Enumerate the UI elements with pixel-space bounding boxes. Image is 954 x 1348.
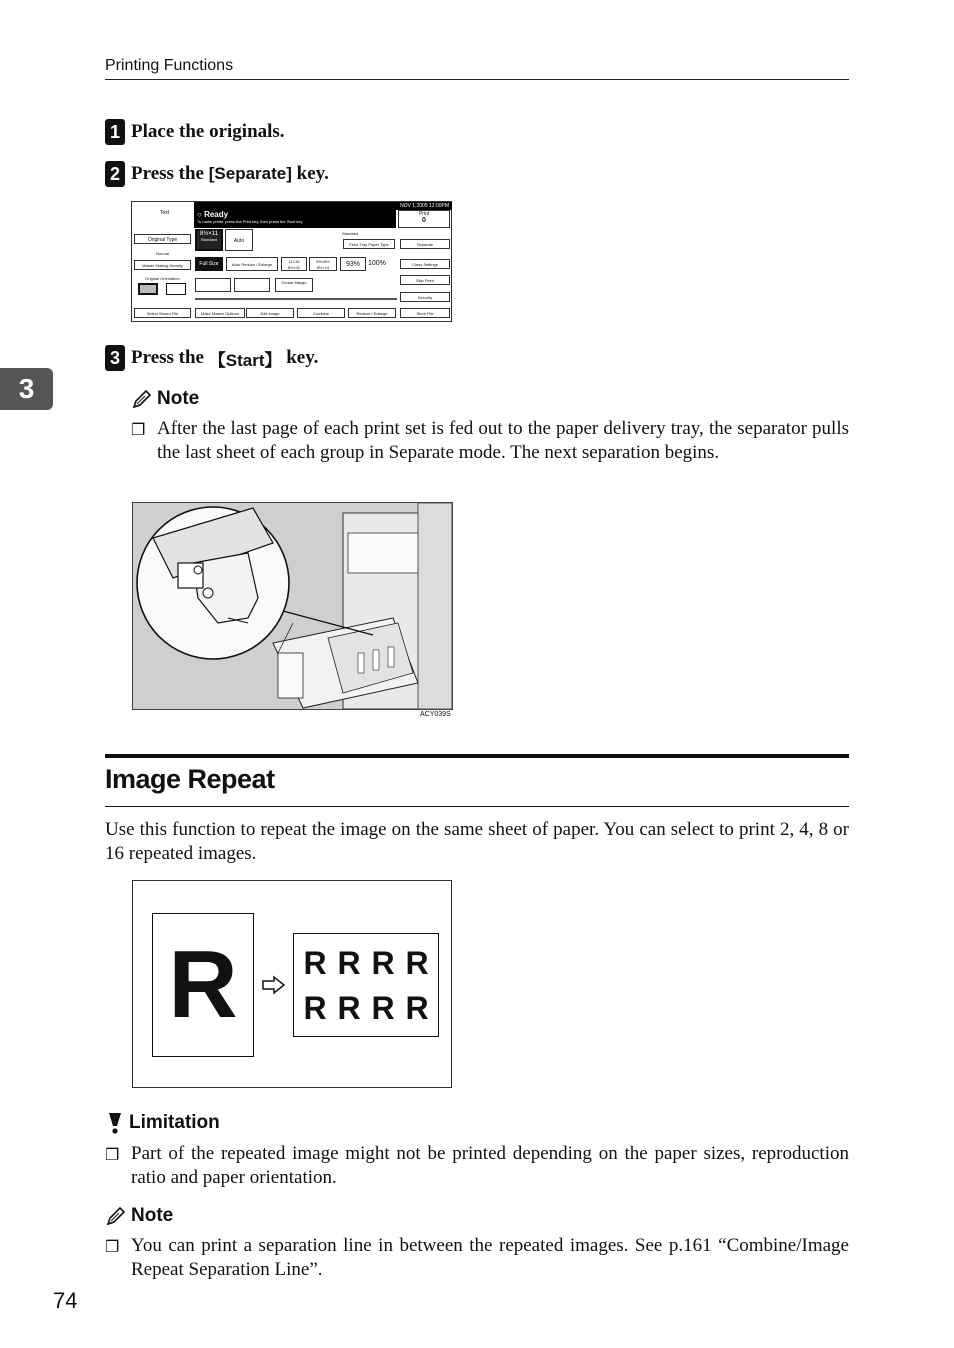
paper-size: 8½×11 [199,231,219,237]
ratio-button-a[interactable]: 11×15 8½×11 [281,257,307,271]
step-1 [105,119,285,145]
step-text-post: key. [291,163,329,184]
orientation-landscape-button[interactable] [166,283,186,295]
limitation-label: Limitation [129,1112,220,1133]
header-rule [105,79,849,80]
repeat-letter: R [371,944,395,981]
note-item [105,1234,849,1282]
key-name: 【Start】 [208,350,282,370]
class-settings-button[interactable]: Class Settings [400,259,450,269]
step-number: 3 [105,345,125,371]
standard-label: Standard [342,231,359,236]
repeat-letter: R [371,989,395,1026]
repeat-letter: R [303,944,327,981]
ready-subtext: To make prints, press the Print key, then press the Start key. [197,219,304,224]
checkbox-bullet-icon: ❐ [131,420,146,439]
ratio-button-b[interactable]: 5½×8½ 8½×14 [309,257,337,271]
original-type-button[interactable]: Original Type [134,234,191,244]
duplex-button-b[interactable] [234,278,270,292]
pencil-icon [131,388,153,410]
separator-diagram [133,503,452,709]
paper-sub: Standard [200,237,218,242]
full-size-button[interactable]: Full Size [195,257,223,271]
ratio-93-button[interactable]: 93% [340,257,366,271]
note-text: You can print a separation line in between the repeated images. See p.161 “Combine/Image Repeat Separation Line”. [131,1235,849,1280]
auto-paper-button[interactable]: Auto [225,229,253,251]
repeat-letter: R [405,989,429,1026]
section-title: Image Repeat [105,764,275,794]
repeat-letter: R [337,989,361,1026]
orientation-label: Original Orientation [145,276,180,281]
section-rule-top [105,754,849,758]
print-counter [398,210,450,228]
repeat-letter: R [303,989,327,1026]
note-heading [131,388,199,410]
note-label: Note [131,1205,174,1226]
note-text: After the last page of each print set is fed out to the paper delivery tray, the separator pulls the last sheet of each group in Separate mode. The next separation begins. [157,418,849,463]
reduce-enlarge-button[interactable]: Reduce / Enlarge [348,308,396,318]
note-label: Note [157,388,200,409]
separator-illustration [132,502,453,710]
note-heading [105,1205,173,1227]
separate-button[interactable]: Separate [400,239,450,249]
checkbox-bullet-icon: ❐ [105,1237,120,1256]
mode-label: Text [160,210,170,216]
checkbox-bullet-icon: ❐ [105,1145,120,1164]
exclamation-icon [105,1111,125,1135]
running-header: Printing Functions [105,57,234,74]
print-label: Print [418,211,430,217]
step-text-pre: Press the [131,163,209,184]
duplex-button-a[interactable] [195,278,231,292]
limitation-item [105,1142,849,1190]
original-sheet [152,913,254,1057]
feed-tray-button[interactable]: Feed Tray Paper Type [343,239,395,249]
create-margin-button[interactable]: Create Margin [275,278,313,292]
combine-button[interactable]: Combine [297,308,345,318]
master-density-button[interactable]: Master Making Density [134,260,191,270]
note-item [131,417,849,465]
make-master-options-button[interactable]: Make Master Options [195,308,245,318]
ready-banner: ○ Ready To make prints, press the Print key, then press the Start key. [194,210,396,228]
step-2 [105,161,329,187]
ratio-100-label: 100% [368,260,386,267]
chapter-tab: 3 [0,368,53,410]
select-stored-file-button[interactable]: Select Stored File [134,308,191,318]
page-number: 74 [53,1288,78,1313]
arrow-right-icon [261,975,287,995]
key-name: [Separate] [208,164,292,183]
repeat-letter: R [405,944,429,981]
normal-label: Normal [156,251,169,256]
figure-code: ACY039S [420,711,451,718]
step-number: 2 [105,161,125,187]
store-file-button[interactable]: Store File [400,308,450,318]
print-count: 0 [422,217,426,224]
security-button[interactable]: Security [400,292,450,302]
step-text: Place the originals. [131,121,285,142]
step-3 [105,345,318,371]
skip-feed-button[interactable]: Skip Feed [400,275,450,285]
auto-reduce-button[interactable]: Auto Reduce / Enlarge [226,257,278,271]
repeat-letter: R [337,944,361,981]
image-repeat-figure [132,880,452,1088]
section-rule-bottom [105,806,849,807]
original-letter: R [168,931,238,1038]
limitation-text: Part of the repeated image might not be printed depending on the paper sizes, reproduction ratio and paper orientation. [131,1143,849,1188]
paper-tray-button[interactable] [195,229,223,251]
status-bar: NOV 1,2005 12:00PM [194,202,452,210]
limitation-heading [105,1111,220,1135]
pencil-icon [105,1205,127,1227]
repeated-sheet [293,933,439,1037]
section-intro: Use this function to repeat the image on the same sheet of paper. You can select to print 2, 4, 8 or 16 repeated images. [105,819,849,864]
orientation-portrait-button[interactable] [138,283,158,295]
step-text-post: key. [281,347,319,368]
ready-text: Ready [204,210,229,219]
step-number: 1 [105,119,125,145]
edit-image-button[interactable]: Edit Image [246,308,294,318]
step-text-pre: Press the [131,347,209,368]
panel-divider [195,298,397,300]
control-panel-figure [131,201,452,322]
